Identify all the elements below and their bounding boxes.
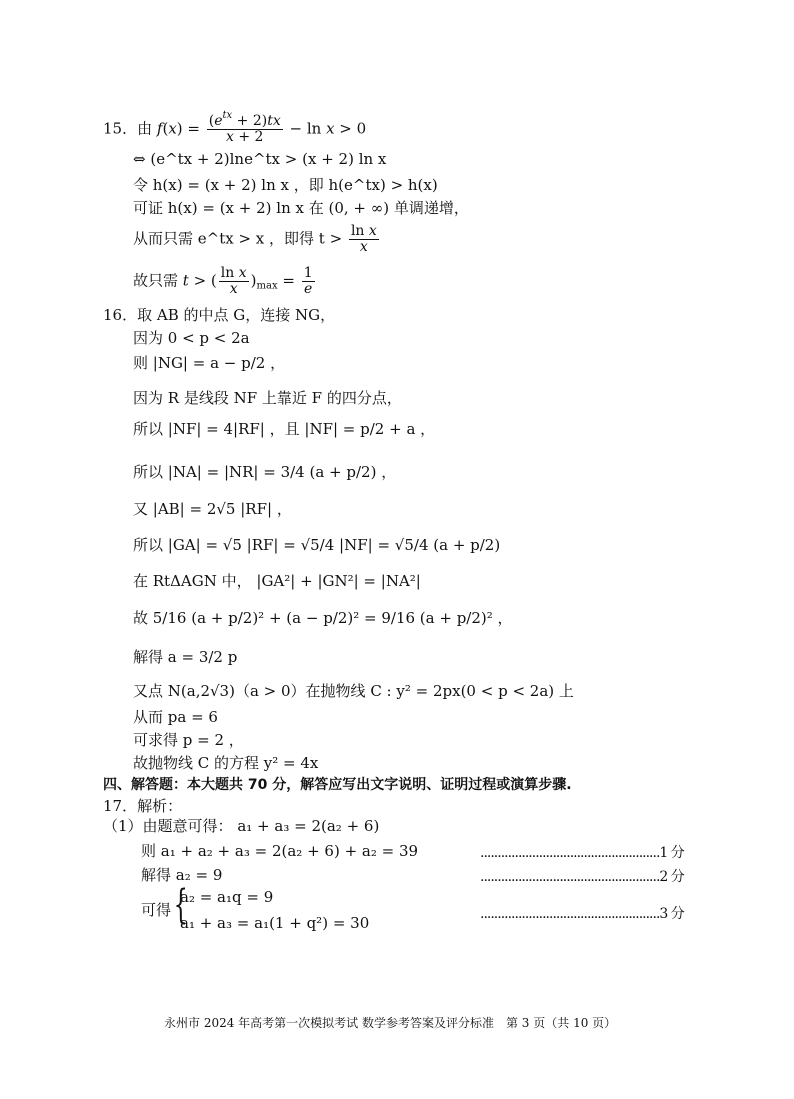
p16-line-3: 则 |NG| = a − p/2 ， xyxy=(133,354,286,372)
p17-system-eq1: a₂ = a₁q = 9 xyxy=(180,888,274,906)
p17-system-eq2: a₁ + a₃ = a₁(1 + q²) = 30 xyxy=(180,914,370,932)
p15-line-6: 故只需 t > ( $\frac{\text{ln x}}{x}$ )$_{max}$ = $\frac{1}{e}$ xyxy=(133,265,313,297)
problem-15-number: 15． xyxy=(103,119,138,138)
p16-line-2: 因为 0 < p < 2a xyxy=(133,329,250,347)
p17-line-2: 则 a₁ + a₂ + a₃ = 2(a₂ + 6) + a₂ = 39 xyxy=(141,842,419,860)
p16-line-15: 故抛物线 C 的方程 y² = 4x xyxy=(133,754,319,772)
p17-line-4-label: 可得 xyxy=(141,901,172,919)
p16-line-5: 所以 |NF| = 4|RF| ，且 |NF| = p/2 + a ， xyxy=(133,420,436,438)
page-footer: 永州市 2024 年高考第一次模拟考试 数学参考答案及评分标准 第 3 页（共 10 页） xyxy=(164,1016,617,1030)
p17-eq1: a₁ + a₃ = 2(a₂ + 6) xyxy=(237,817,380,835)
section-4-heading: 四、解答题：本大题共 70 分，解答应写出文字说明、证明过程或演算步骤. xyxy=(103,777,572,793)
p16-line-4: 因为 R 是线段 NF 上靠近 F 的四分点， xyxy=(133,389,402,407)
p15-line-4: 可证 h(x) = (x + 2) ln x 在 (0, + ∞) 单调递增， xyxy=(133,199,469,217)
p15-line-1: 15．由 f(x) = $\frac{(e^{tx} + 2)tx}{x + 2}$ − ln x > 0 xyxy=(103,110,367,145)
p15-line-5: 从而只需 e^tx > x ，即得 t > $\frac{\text{ln x}}{x}$ xyxy=(133,223,377,255)
p16-line-8: 所以 |GA| = √5 |RF| = √5/4 |NF| = √5/4 (a + p/2) xyxy=(133,536,501,554)
p17-dots-2: ....................................................2 分 xyxy=(480,869,684,885)
p17-part1 xyxy=(103,817,379,835)
score-1: 1 分 xyxy=(659,845,684,861)
p15-line-2: ⇔ (e^tx + 2)lne^tx > (x + 2) ln x xyxy=(133,150,387,168)
p17-dots-1: ....................................................1 分 xyxy=(480,845,684,861)
p16-line-9: 在 RtΔAGN 中， |GA²| + |GN²| = |NA²| xyxy=(133,572,421,590)
p17-line-3: 解得 a₂ = 9 xyxy=(141,866,223,884)
p15-l1-prefix: 由 xyxy=(137,119,153,138)
p16-line-10: 故 5/16 (a + p/2)² + (a − p/2)² = 9/16 (a + p/2)² ， xyxy=(133,609,513,627)
p16-line-14: 可求得 p = 2 ， xyxy=(133,731,244,749)
p16-line-1 xyxy=(103,306,335,324)
p15-l5-text: 从而只需 e^tx > x ，即得 t > xyxy=(133,229,343,248)
p16-line-12: 又点 N(a,2√3)（a > 0）在抛物线 C : y² = 2px(0 < p < 2a) 上 xyxy=(133,682,574,700)
p16-line-11: 解得 a = 3/2 p xyxy=(133,648,238,666)
p16-line-7: 又 |AB| = 2√5 |RF| ， xyxy=(133,500,292,518)
score-2: 2 分 xyxy=(659,869,684,885)
p16-l1-text: 取 AB 的中点 G，连接 NG， xyxy=(137,306,336,324)
p15-line-3: 令 h(x) = (x + 2) ln x ，即 h(e^tx) > h(x) xyxy=(133,176,438,194)
p15-l6-prefix: 故只需 xyxy=(133,271,179,290)
p16-line-13: 从而 pa = 6 xyxy=(133,708,218,726)
score-3: 3 分 xyxy=(659,906,684,922)
p17-dots-3: ....................................................3 分 xyxy=(480,906,684,922)
problem-16-number: 16． xyxy=(103,306,138,324)
left-brace-icon: { xyxy=(173,882,188,928)
p16-line-6: 所以 |NA| = |NR| = 3/4 (a + p/2) ， xyxy=(133,463,397,481)
p17-part1-label: （1）由题意可得： xyxy=(103,817,233,835)
p17-heading: 17．解析： xyxy=(103,797,183,815)
